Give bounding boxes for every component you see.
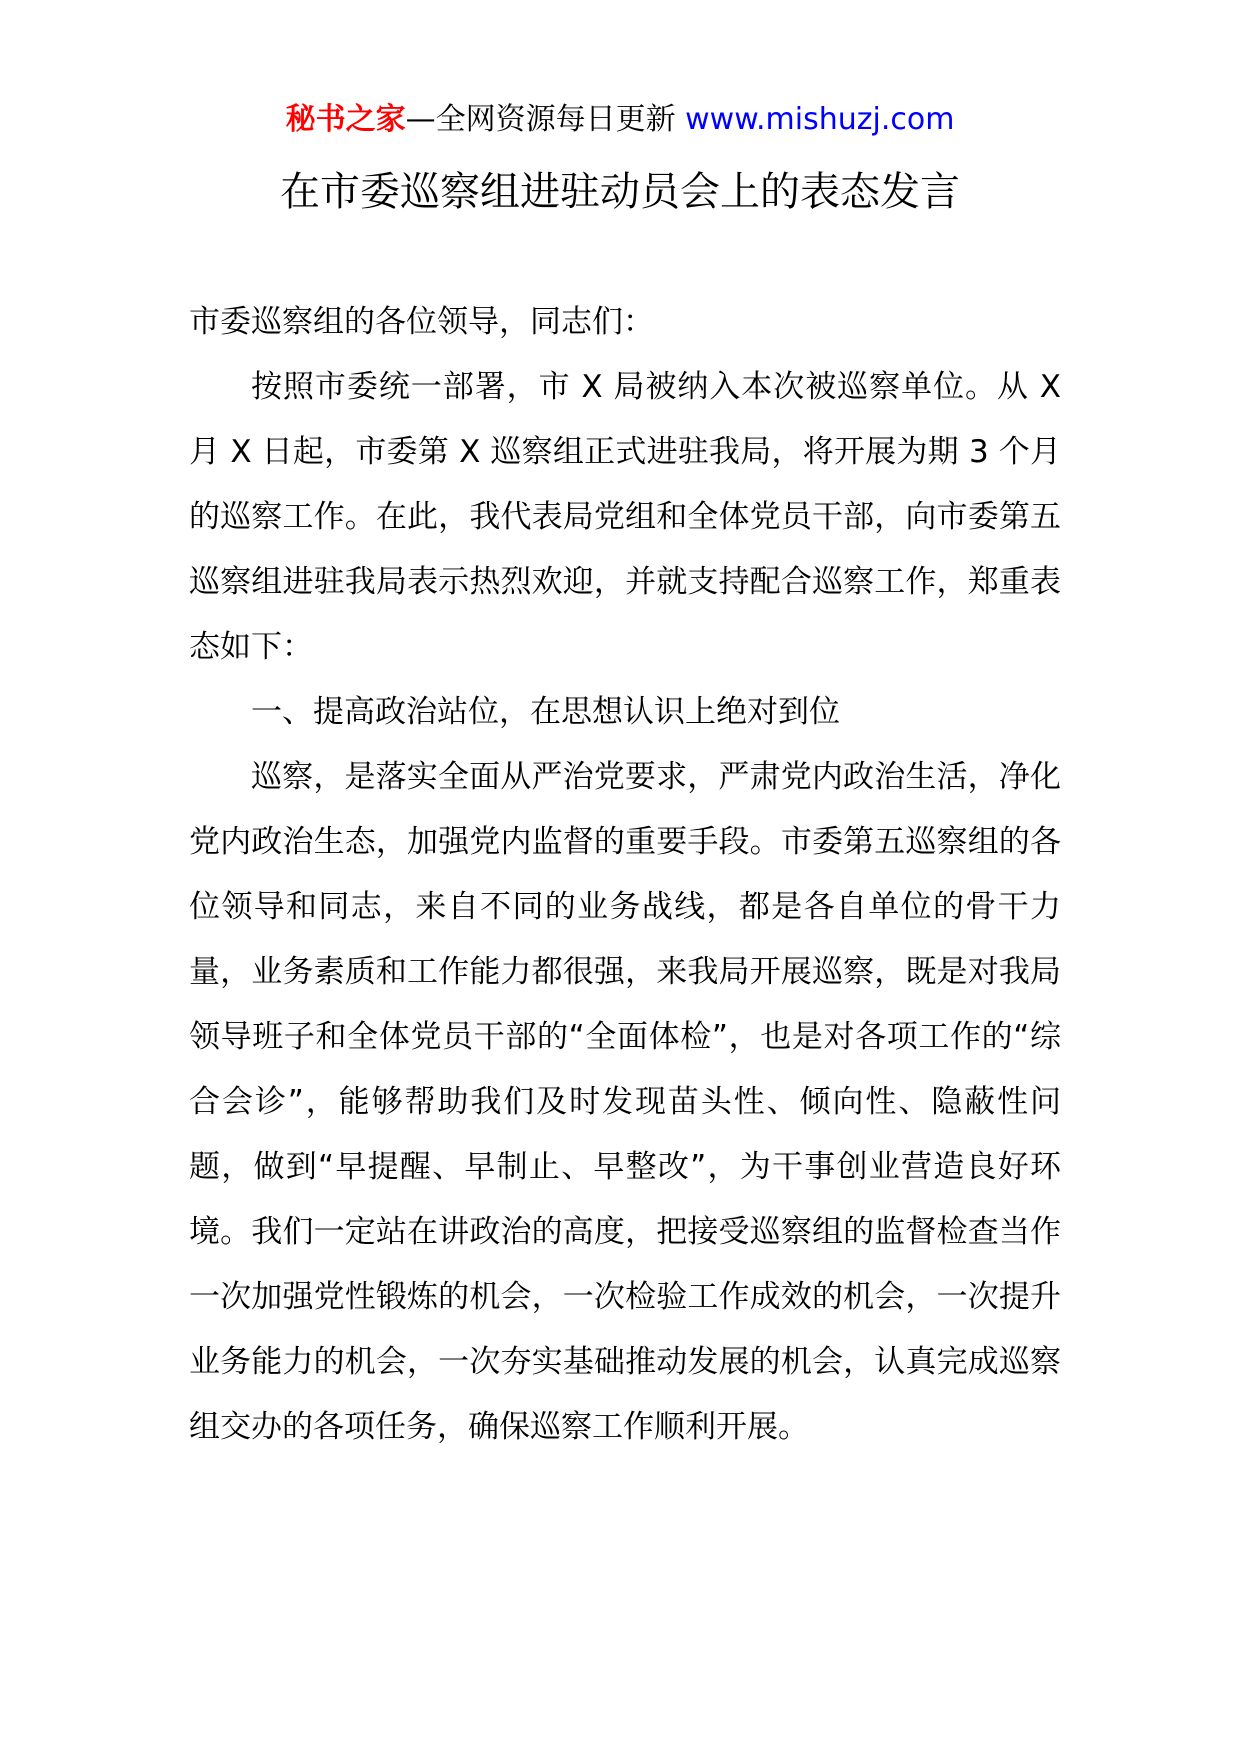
brand-name: 秘书之家 <box>285 102 406 137</box>
banner-tagline: —全网资源每日更新 <box>405 102 686 137</box>
document-title: 在市委巡察组进驻动员会上的表态发言 <box>280 169 960 215</box>
site-url-link[interactable]: www.mishuzj.com <box>685 102 955 137</box>
site-banner <box>0 100 1240 140</box>
paragraph-section-1: 巡察，是落实全面从严治党要求，严肃党内政治生活，净化党内政治生态，加强党内监督的重要手段。市委第五巡察组的各位领导和同志，来自不同的业务战线，都是各自单位的骨干力量，业务素质和工作能力都很强，来我局开展巡察，既是对我局领导班子和全体党员干部的“全面体检”，也是对各项工作的“综合会诊”，能够帮助我们及时发现苗头性、倾向性、隐蔽性问题，做到“早提醒、早制止、早整改”，为干事创业营造良好环境。我们一定站在讲政治的高度，把接受巡察组的监督检查当作一次加强党性锻炼的机会，一次检验工作成效的机会，一次提升业务能力的机会，一次夯实基础推动发展的机会，认真完成巡察组交办的各项任务，确保巡察工作顺利开展。 <box>189 759 1061 1445</box>
document-body <box>189 290 1061 1460</box>
paragraph-intro: 按照市委统一部署，市 X 局被纳入本次被巡察单位。从 X 月 X 日起，市委第 X 巡察组正式进驻我局，将开展为期 3 个月的巡察工作。在此，我代表局党组和全体党员干部，向市委第五巡察组进驻我局表示热烈欢迎，并就支持配合巡察工作，郑重表态如下： <box>189 369 1061 665</box>
salutation: 市委巡察组的各位领导，同志们： <box>189 304 654 340</box>
section-heading: 一、提高政治站位，在思想认识上绝对到位 <box>251 694 840 730</box>
